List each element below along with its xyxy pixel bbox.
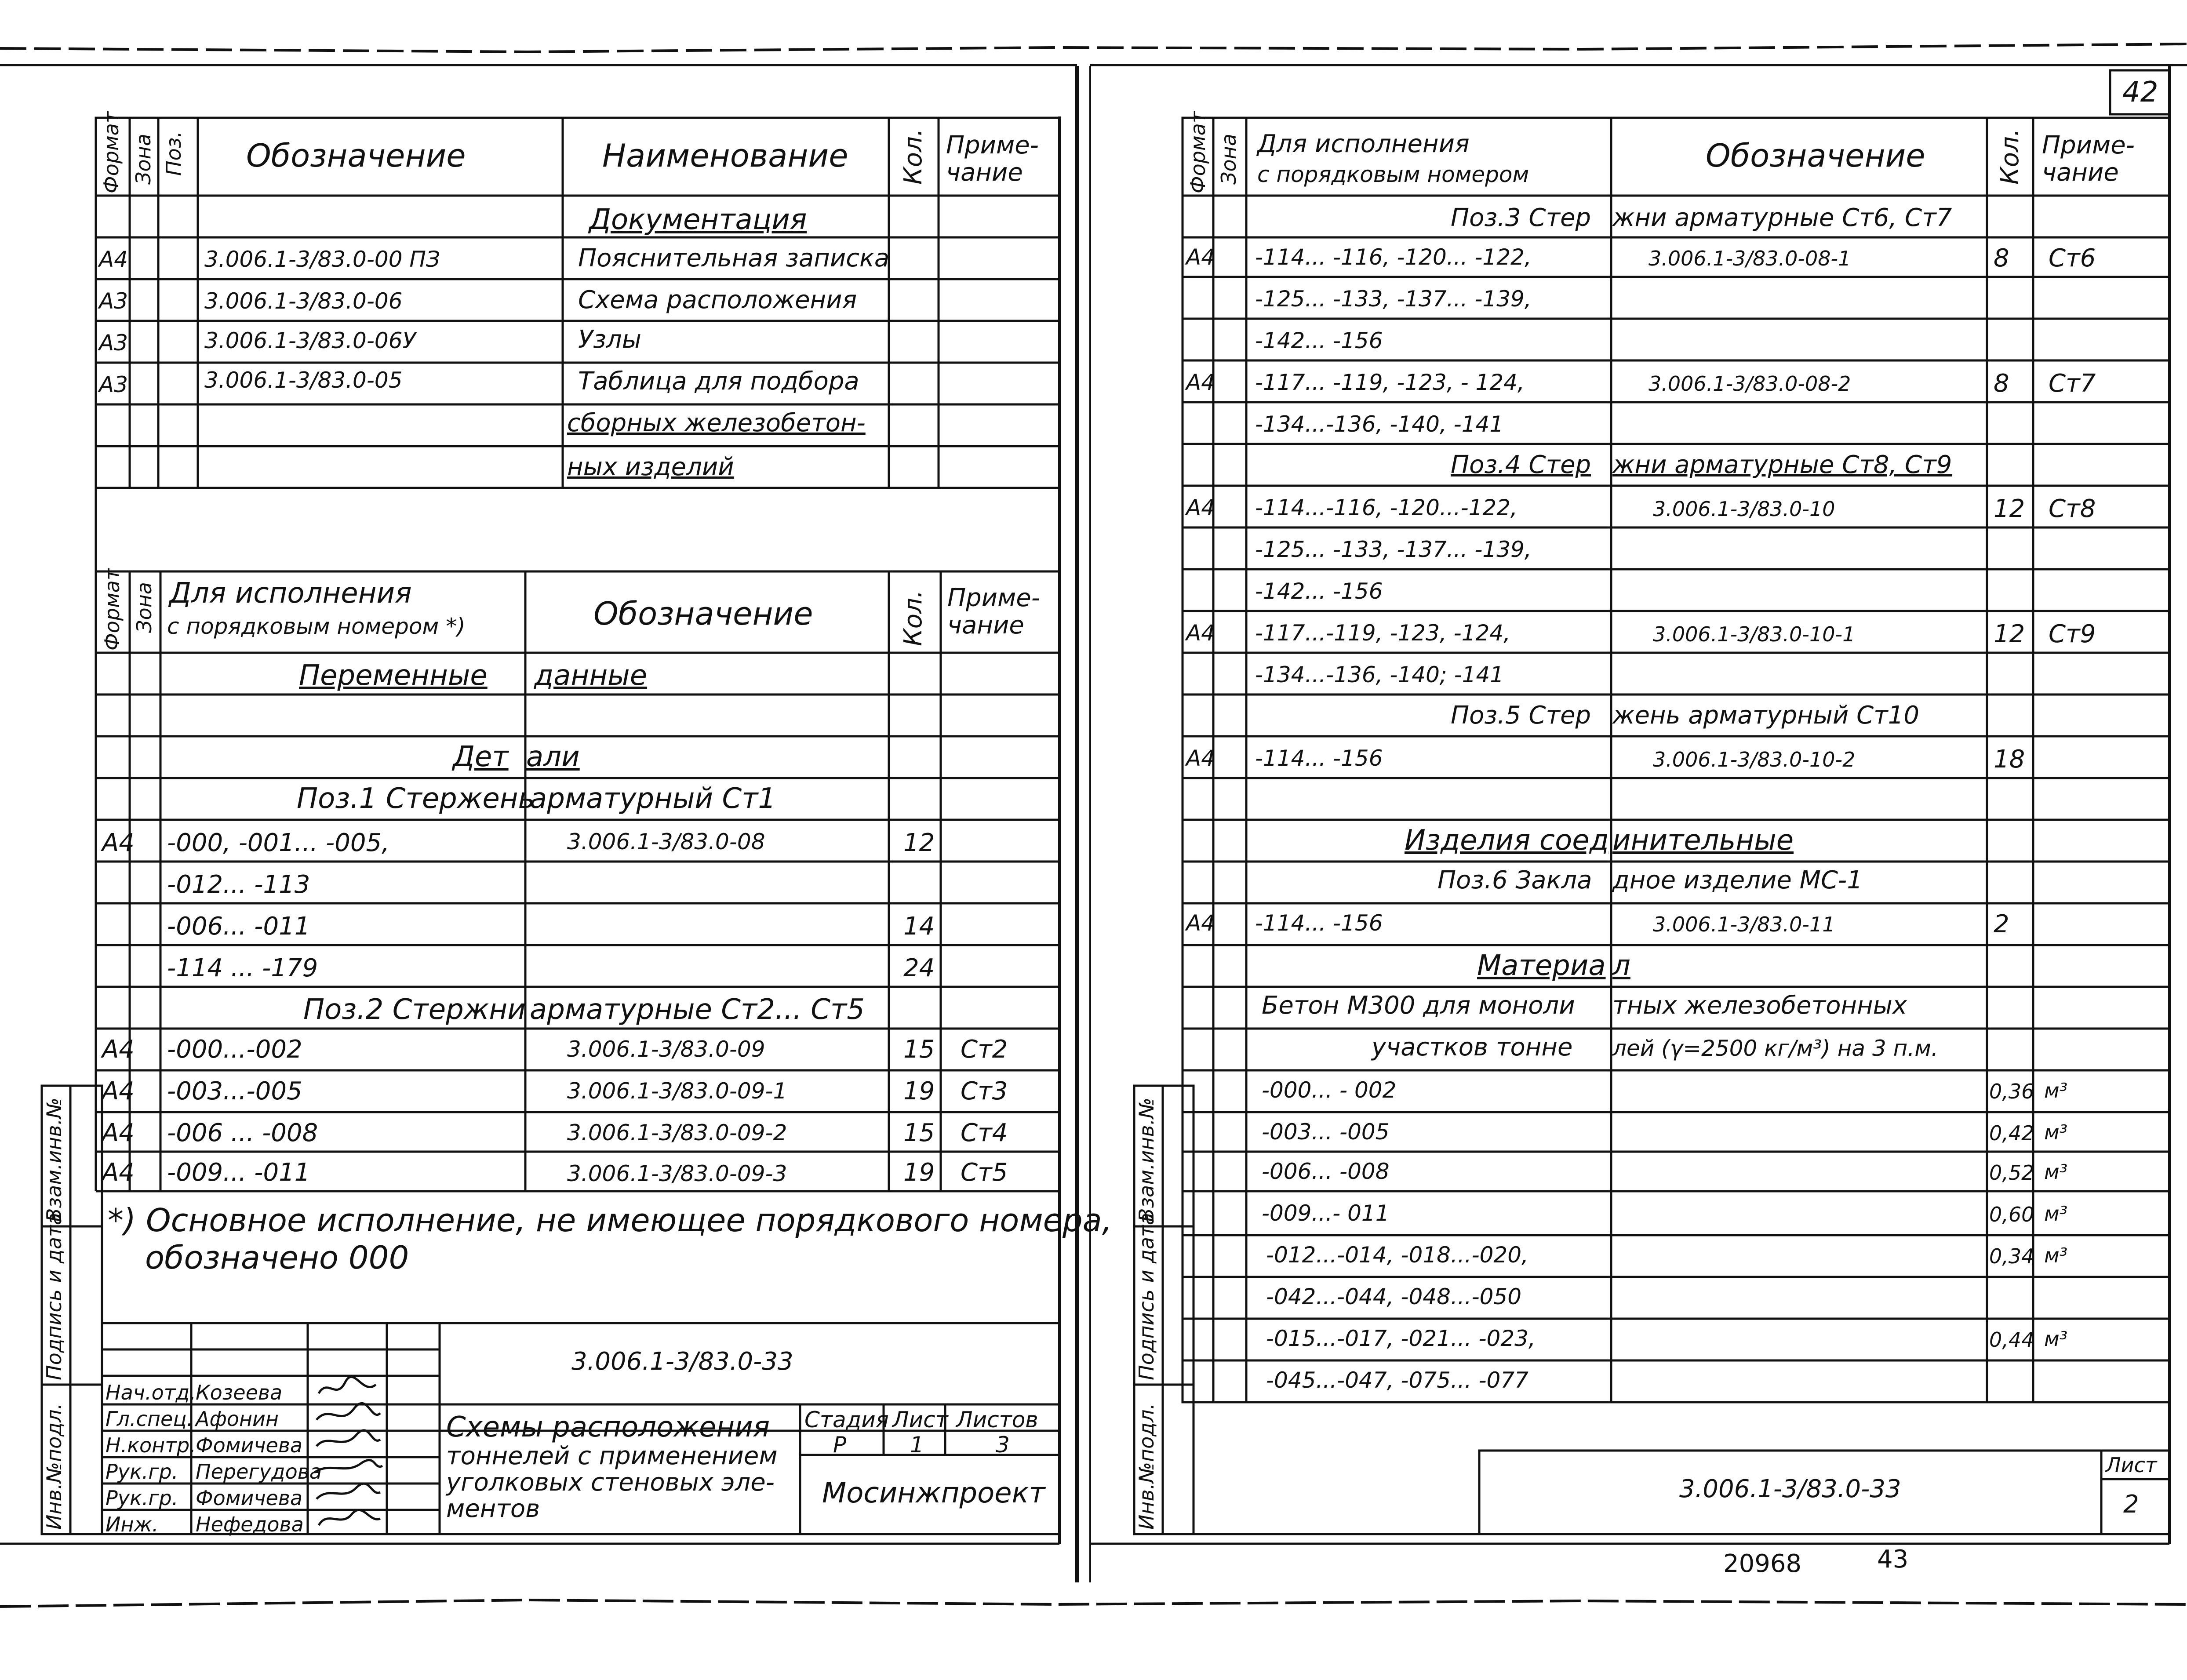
header-pos: Поз.	[162, 131, 186, 176]
row-exec: -114... -156	[1255, 745, 1383, 771]
stamp-name: Перегудова	[196, 1460, 322, 1484]
header-format: Формат	[100, 568, 124, 651]
section-details: Дет	[453, 741, 509, 773]
stamp-role: Рук.гр.	[106, 1486, 178, 1510]
stamp-title: тоннелей с применением	[446, 1442, 778, 1470]
row-qty: 0,36	[1989, 1080, 2034, 1103]
row-note: м³	[2044, 1244, 2068, 1267]
side-label-signature-date: Подпись и дата	[1135, 1212, 1158, 1380]
row-format: A4	[99, 247, 128, 272]
row-qty: 0,60	[1989, 1203, 2034, 1226]
section-material: Материа	[1477, 949, 1606, 982]
row-exec: участков тонне	[1372, 1033, 1573, 1062]
row-qty: 0,34	[1989, 1244, 2034, 1268]
stamp-sheet-label: Лист	[2106, 1453, 2157, 1477]
row-note: Ст4	[961, 1119, 1008, 1147]
row-name: Пояснительная записка	[578, 244, 890, 273]
row-designation: арматурный Ст1	[530, 782, 776, 815]
header-format: Формат	[1186, 111, 1210, 193]
stamp-code: 3.006.1-3/83.0-33	[571, 1347, 793, 1376]
row-exec: -009... -011	[167, 1158, 310, 1187]
row-format: A4	[1186, 244, 1215, 270]
stamp-sheets-label: Листов	[956, 1407, 1038, 1433]
stamp-sheet: 1	[910, 1432, 924, 1458]
row-exec: -114 ... -179	[167, 954, 318, 982]
row-exec: -125... -133, -137... -139,	[1255, 537, 1532, 562]
row-format: A4	[1186, 745, 1215, 771]
stamp-name: Фомичева	[196, 1486, 303, 1510]
row-designation: 3.006.1-3/83.0-05	[204, 367, 403, 393]
stamp-name: Фомичева	[196, 1433, 303, 1457]
header-zone: Зона	[132, 582, 156, 633]
stamp-role: Рук.гр.	[106, 1460, 178, 1484]
row-exec: -003...-005	[167, 1077, 302, 1105]
row-qty: 19	[903, 1158, 935, 1187]
row-designation: дное изделие МС-1	[1612, 866, 1863, 895]
sheet-number: 42	[2122, 76, 2158, 109]
row-exec: -042...-044, -048...-050	[1266, 1284, 1522, 1309]
stamp-code: 3.006.1-3/83.0-33	[1679, 1475, 1901, 1503]
signatures	[310, 1374, 385, 1536]
section-documentation: Документация	[589, 204, 807, 236]
stamp-role: Н.контр.	[106, 1433, 196, 1457]
stamp-sheet-label: Лист	[892, 1407, 948, 1433]
row-qty: 19	[903, 1077, 935, 1105]
row-format: A3	[99, 330, 128, 356]
row-note: Ст5	[961, 1158, 1008, 1187]
footnote-line-2: обозначено 000	[145, 1239, 409, 1276]
row-note: Ст3	[961, 1077, 1008, 1105]
section-connecting-parts: инительные	[1612, 824, 1794, 857]
row-exec: -114... -156	[1255, 910, 1383, 936]
row-format: A3	[99, 288, 128, 314]
row-exec: -125... -133, -137... -139,	[1255, 286, 1532, 312]
row-exec: Бетон М300 для моноли	[1262, 991, 1575, 1020]
row-designation: 3.006.1-3/83.0-06	[204, 288, 403, 314]
side-label-inv-no: Инв.№подл.	[1135, 1403, 1158, 1530]
row-qty: 15	[903, 1035, 935, 1064]
header-exec: Для исполнения	[1257, 130, 1470, 158]
header-note: Приме-чание	[947, 584, 1040, 640]
stamp-name: Нефедова	[196, 1513, 304, 1536]
row-exec: -006... -011	[167, 912, 310, 941]
row-note: м³	[2044, 1079, 2068, 1102]
row-name: Узлы	[578, 325, 641, 354]
header-exec-2: с порядковым номером *)	[167, 614, 466, 639]
side-label-inv-no: Инв.№подл.	[42, 1403, 66, 1530]
row-format: A4	[1186, 495, 1215, 520]
row-exec: -134...-136, -140, -141	[1255, 411, 1504, 437]
side-label-replace-inv-no: Взам.инв.№	[42, 1097, 66, 1222]
row-designation: жни арматурные Ст6, Ст7	[1612, 204, 1952, 232]
header-designation: Обозначение	[593, 595, 813, 632]
header-exec-2: с порядковым номером	[1257, 162, 1529, 187]
row-designation: 3.006.1-3/83.0-08-2	[1648, 372, 1851, 396]
row-designation: 3.006.1-3/83.0-09-2	[567, 1120, 787, 1145]
row-qty: 12	[1994, 620, 2025, 648]
row-exec: -000, -001... -005,	[167, 829, 389, 857]
row-name: Таблица для подбора	[578, 367, 859, 396]
row-qty: 18	[1994, 745, 2025, 774]
header-designation: Обозначение	[1706, 137, 1925, 174]
header-name: Наименование	[602, 137, 848, 174]
row-designation: 3.006.1-3/83.0-11	[1653, 913, 1835, 936]
row-exec: -012... -113	[167, 870, 310, 899]
row-qty: 15	[903, 1119, 935, 1147]
row-designation: 3.006.1-3/83.0-08-1	[1648, 247, 1851, 270]
row-designation: жни арматурные Ст8, Ст9	[1612, 451, 1952, 479]
row-note: Ст6	[2049, 244, 2096, 273]
header-note: Приме-чание	[946, 131, 1039, 187]
stamp-title: уголковых стеновых эле-	[446, 1468, 775, 1497]
row-designation: арматурные Ст2... Ст5	[530, 993, 865, 1026]
row-format: A4	[102, 1035, 135, 1064]
row-exec: Поз.5 Стер	[1451, 701, 1591, 730]
row-format: A4	[1186, 910, 1215, 936]
row-note: м³	[2044, 1202, 2068, 1225]
row-exec: Поз.3 Стер	[1451, 204, 1591, 232]
stamp-sheet: 2	[2123, 1490, 2139, 1519]
row-designation: 3.006.1-3/83.0-10	[1653, 497, 1835, 521]
stamp-name: Козеева	[196, 1381, 283, 1404]
row-exec: -006... -008	[1262, 1159, 1390, 1184]
header-zone: Зона	[1217, 134, 1241, 185]
row-exec: -117... -119, -123, - 124,	[1255, 370, 1525, 395]
row-designation: лей (γ=2500 кг/м³) на 3 п.м.	[1612, 1036, 1938, 1061]
row-format: A4	[102, 1119, 135, 1147]
row-exec: Поз.1 Стержень	[297, 782, 535, 815]
stamp-role: Гл.спец.	[106, 1407, 193, 1431]
stamp-stage-label: Стадия	[804, 1407, 889, 1433]
row-exec: -045...-047, -075... -077	[1266, 1367, 1528, 1393]
section-material: л	[1612, 949, 1630, 982]
row-exec: Поз.4 Стер	[1451, 451, 1591, 479]
stamp-name: Афонин	[196, 1407, 279, 1431]
row-note: м³	[2044, 1327, 2068, 1351]
header-exec: Для исполнения	[169, 577, 412, 610]
row-designation: 3.006.1-3/83.0-00 ПЗ	[204, 247, 440, 272]
row-designation: 3.006.1-3/83.0-10-2	[1653, 748, 1856, 771]
row-qty: 8	[1994, 244, 2009, 273]
section-variable-data: данные	[534, 659, 648, 692]
header-qty: Кол.	[1996, 128, 2024, 185]
stamp-title: ментов	[446, 1495, 540, 1523]
row-designation: 3.006.1-3/83.0-06У	[204, 328, 416, 353]
header-qty: Кол.	[899, 590, 928, 646]
row-exec: -003... -005	[1262, 1119, 1390, 1145]
row-exec: -015...-017, -021... -023,	[1266, 1326, 1536, 1351]
row-format: A4	[1186, 620, 1215, 646]
row-qty: 0,42	[1989, 1121, 2034, 1145]
row-exec: -006 ... -008	[167, 1119, 318, 1147]
row-exec: -142... -156	[1255, 578, 1383, 604]
footnote-line-1: *) Основное исполнение, не имеющее порядкового номера,	[108, 1202, 1112, 1239]
row-exec: -000... - 002	[1262, 1077, 1397, 1103]
row-exec: -009...- 011	[1262, 1200, 1390, 1226]
row-note: Ст9	[2049, 620, 2096, 648]
row-format: A4	[102, 1158, 135, 1187]
row-qty: 8	[1994, 369, 2009, 398]
row-note: Ст8	[2049, 495, 2096, 523]
section-connecting-parts: Изделия соед	[1405, 824, 1609, 857]
row-qty: 12	[1994, 495, 2025, 523]
row-exec: -114...-116, -120...-122,	[1255, 495, 1517, 520]
stamp-role: Инж.	[106, 1513, 159, 1536]
row-format: A4	[1186, 370, 1215, 395]
row-qty: 0,52	[1989, 1161, 2034, 1185]
row-note: м³	[2044, 1120, 2068, 1144]
row-qty: 24	[903, 954, 935, 982]
row-note: м³	[2044, 1160, 2068, 1184]
stamp-role: Нач.отд.	[106, 1381, 196, 1404]
row-exec: -134...-136, -140; -141	[1255, 662, 1504, 687]
header-designation: Обозначение	[246, 137, 466, 174]
stamp-sheets: 3	[996, 1432, 1010, 1458]
stamp-title: Схемы расположения	[446, 1411, 770, 1444]
header-note: Приме-чание	[2042, 131, 2135, 187]
header-qty: Кол.	[899, 128, 928, 185]
row-format: A4	[102, 829, 135, 857]
row-qty: 14	[903, 912, 935, 941]
row-qty: 12	[903, 829, 935, 857]
row-designation: 3.006.1-3/83.0-10-1	[1653, 622, 1856, 646]
row-format: A3	[99, 372, 128, 397]
row-qty: 2	[1994, 910, 2009, 938]
row-exec: -117...-119, -123, -124,	[1255, 620, 1511, 646]
section-details: али	[526, 741, 580, 773]
row-qty: 0,44	[1989, 1328, 2034, 1352]
row-designation: 3.006.1-3/83.0-09	[567, 1036, 765, 1062]
row-exec: Поз.6 Закла	[1437, 866, 1592, 895]
row-designation: жень арматурный Ст10	[1612, 701, 1920, 730]
side-label-signature-date: Подпись и дата	[42, 1212, 66, 1380]
row-note: Ст2	[961, 1035, 1008, 1064]
stamp-organization: Мосинжпроект	[822, 1477, 1045, 1509]
side-label-replace-inv-no: Взам.инв.№	[1135, 1097, 1158, 1222]
row-exec: -012...-014, -018...-020,	[1266, 1242, 1528, 1268]
row-designation: тных железобетонных	[1612, 991, 1907, 1020]
row-designation: 3.006.1-3/83.0-09-3	[567, 1161, 787, 1186]
row-designation: 3.006.1-3/83.0-08	[567, 829, 765, 855]
header-zone: Зона	[131, 134, 155, 185]
row-name: сборных железобетон-	[567, 409, 866, 437]
row-format: A4	[102, 1077, 135, 1105]
row-note: Ст7	[2049, 369, 2096, 398]
row-exec: -114... -116, -120... -122,	[1255, 244, 1532, 270]
row-name: ных изделий	[567, 453, 734, 481]
row-designation: 3.006.1-3/83.0-09-1	[567, 1078, 787, 1104]
row-name: Схема расположения	[578, 286, 857, 314]
archive-number: 20968	[1723, 1549, 1802, 1578]
stamp-stage: Р	[833, 1432, 847, 1458]
row-exec: -000...-002	[167, 1035, 302, 1064]
page-number: 43	[1877, 1545, 1909, 1574]
row-exec: -142... -156	[1255, 328, 1383, 353]
header-format: Формат	[99, 111, 123, 193]
section-variable-data: Переменные	[299, 659, 488, 692]
row-exec: Поз.2 Стержни	[303, 993, 526, 1026]
